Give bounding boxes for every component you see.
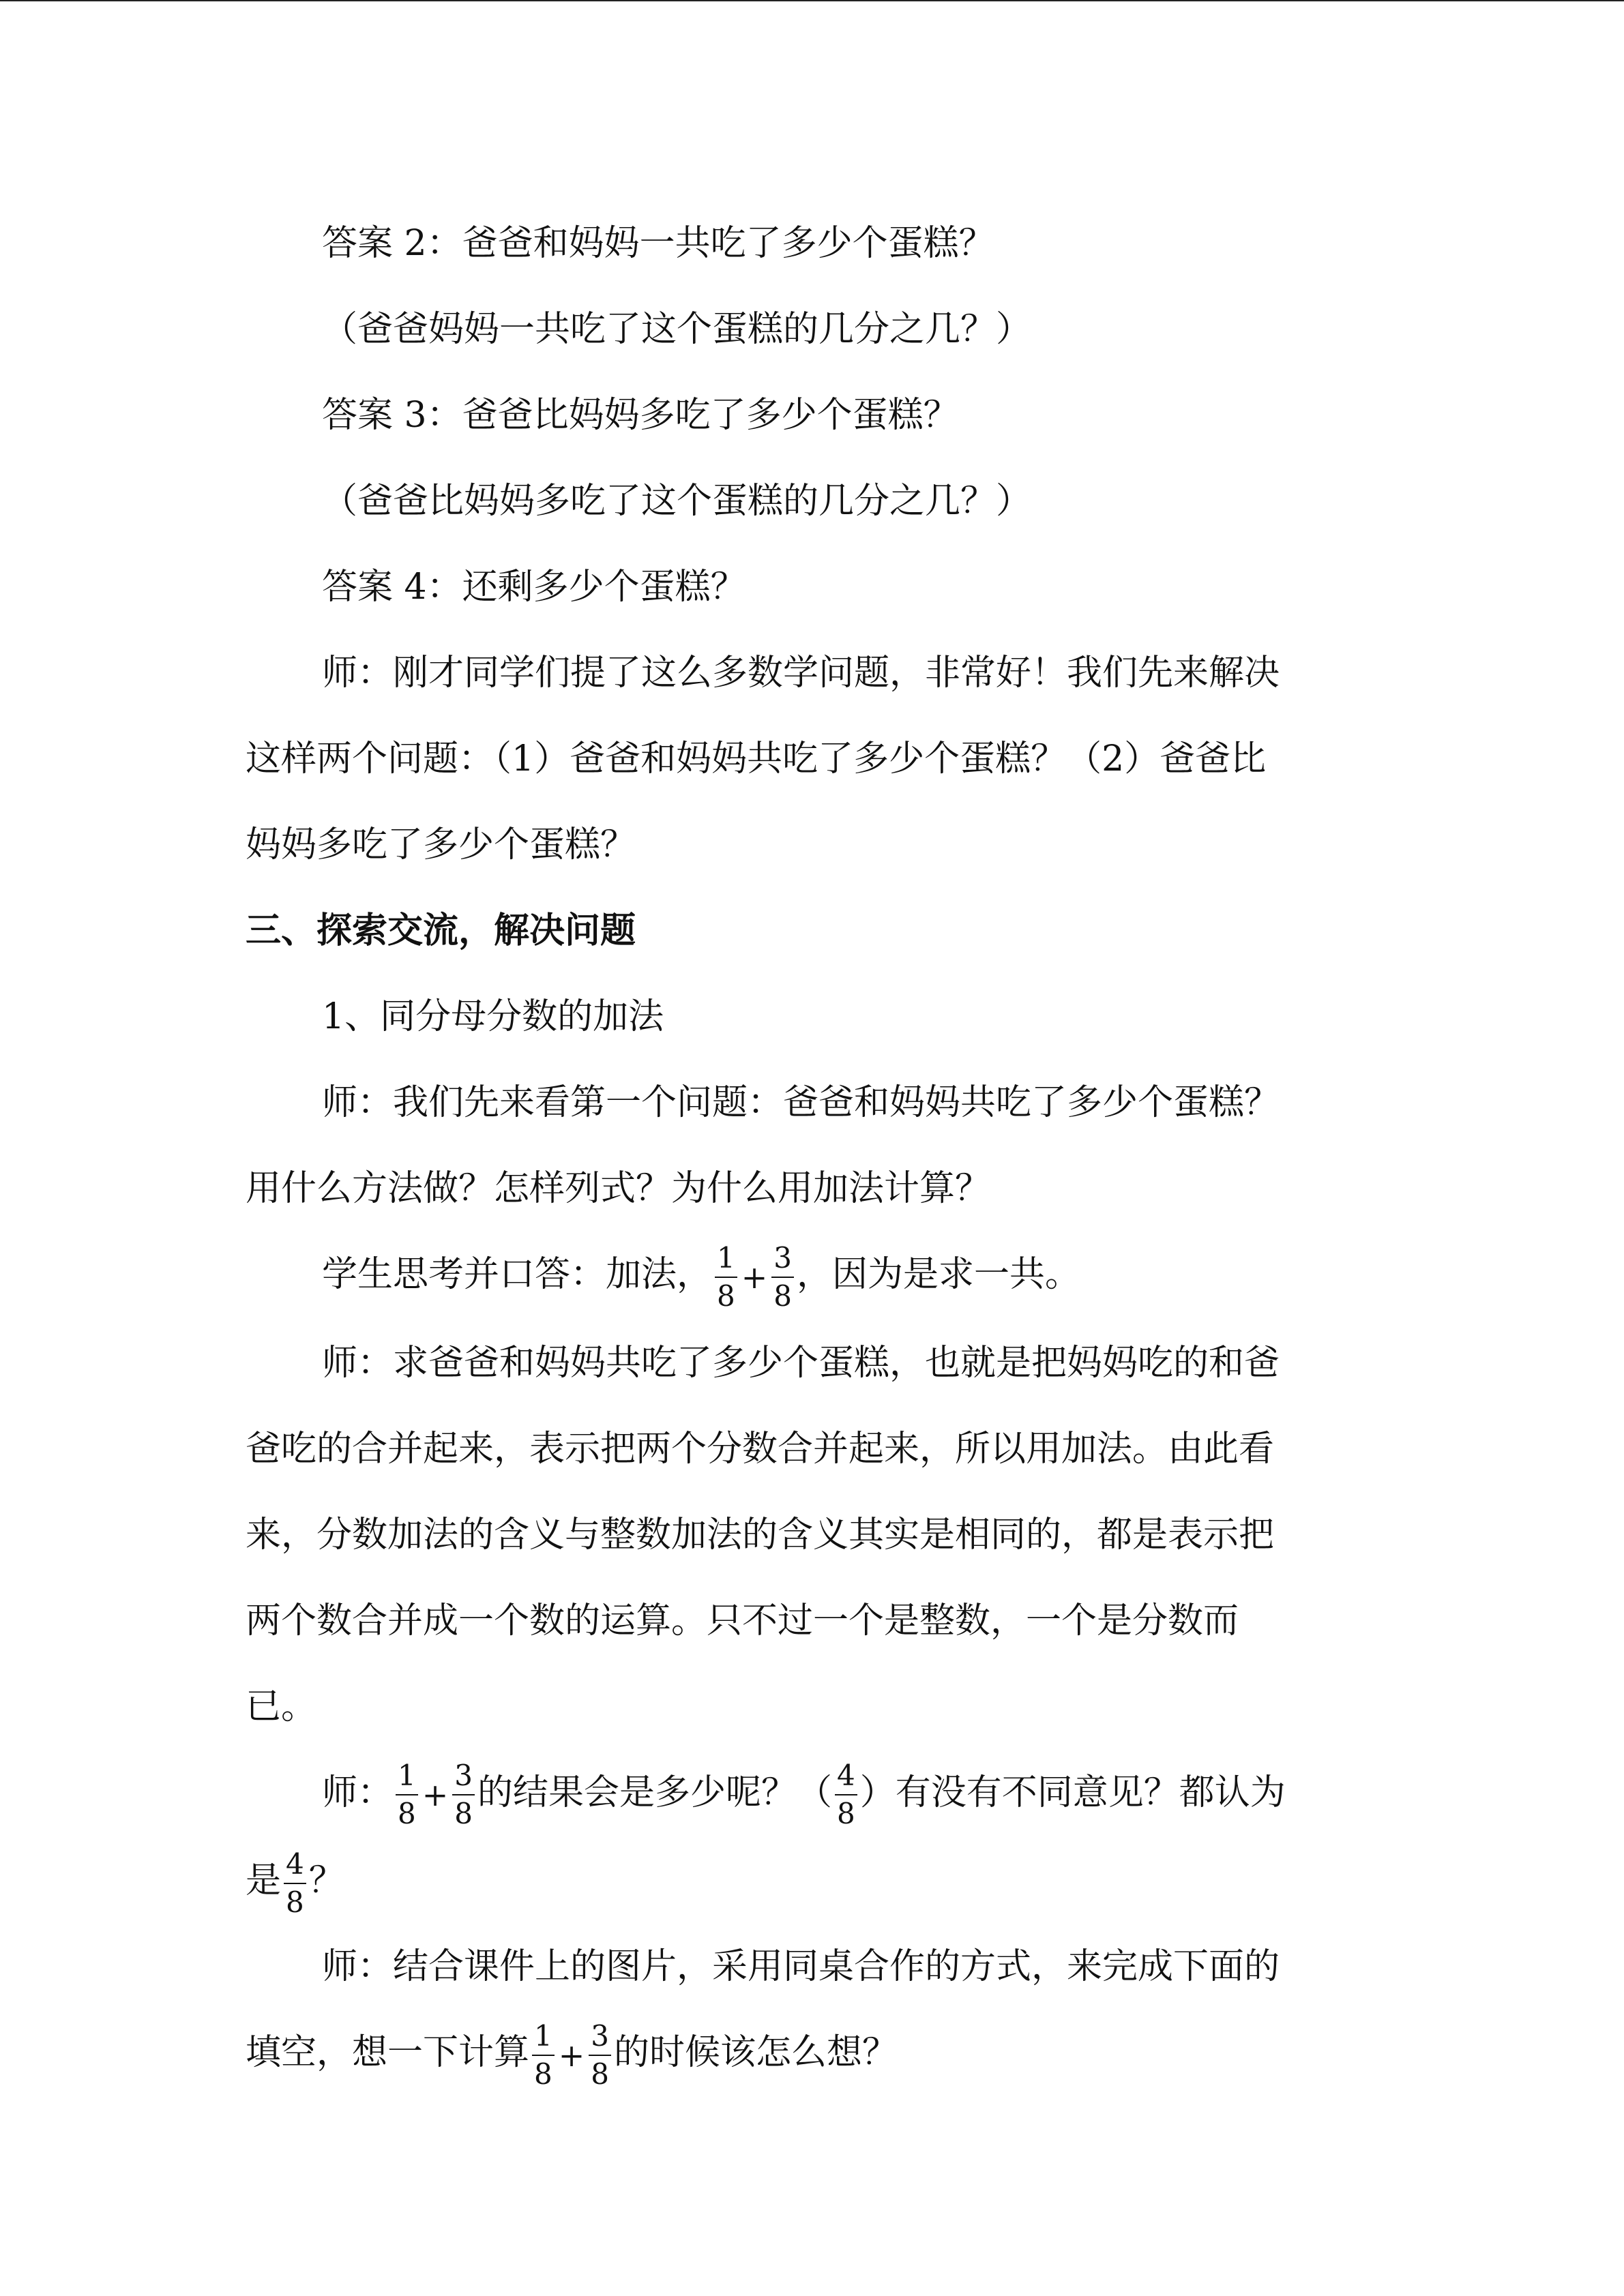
text-line: 1、同分母分数的加法 xyxy=(322,996,664,1037)
fraction xyxy=(396,1761,418,1828)
heading-text: 三、探索交流，解决问题 xyxy=(246,910,636,951)
text-line: （爸爸妈妈一共吃了这个蛋糕的几分之几？） xyxy=(322,309,1032,350)
paragraph-continuation xyxy=(246,1578,1354,1664)
numerator: 4 xyxy=(835,1761,857,1795)
paragraph xyxy=(246,372,1354,458)
fraction xyxy=(771,1240,794,1313)
fraction xyxy=(532,2018,555,2091)
denominator: 8 xyxy=(837,1797,855,1830)
section-heading xyxy=(246,888,1354,974)
text-line: 用什么方法做？怎样列式？为什么用加法计算？ xyxy=(246,1168,991,1209)
fraction xyxy=(589,2018,611,2091)
text-line: 已。 xyxy=(246,1686,317,1727)
fraction xyxy=(452,1761,475,1828)
text-line: 这样两个问题：（1）爸爸和妈妈共吃了多少个蛋糕？（2）爸爸比 xyxy=(246,739,1267,779)
text-line: 是 xyxy=(246,1860,282,1901)
text-line: 来，分数加法的含义与整数加法的含义其实是相同的，都是表示把 xyxy=(246,1514,1275,1555)
text-line: 答案 3：爸爸比妈妈多吃了多少个蛋糕？ xyxy=(322,395,959,436)
text-line: 填空，想一下计算 xyxy=(246,2032,530,2073)
paragraph-continuation xyxy=(246,1406,1354,1492)
paragraph xyxy=(246,1320,1354,1406)
text-line: 爸吃的合并起来，表示把两个分数合并起来，所以用加法。由此看 xyxy=(246,1428,1275,1470)
text-line: 学生思考并口答：加法， xyxy=(322,1254,713,1295)
numerator: 1 xyxy=(532,2022,555,2056)
numerator: 3 xyxy=(589,2022,611,2056)
paragraph xyxy=(246,200,1354,286)
text-line: 的结果会是多少呢？（ xyxy=(477,1772,833,1813)
paragraph-continuation xyxy=(246,802,1354,888)
denominator: 8 xyxy=(591,2057,610,2091)
paragraph xyxy=(246,1924,1354,2010)
paragraph xyxy=(246,1232,1354,1320)
paragraph-continuation xyxy=(246,1664,1354,1750)
denominator: 8 xyxy=(286,1885,304,1919)
text-line: 师：结合课件上的图片，采用同桌合作的方式，来完成下面的 xyxy=(322,1946,1280,1987)
denominator: 8 xyxy=(454,1797,473,1830)
plus-sign: + xyxy=(741,1258,768,1296)
paragraph xyxy=(246,286,1354,372)
body-text xyxy=(246,200,1354,2098)
text-line: 的时候该怎么想？ xyxy=(614,2032,898,2073)
text-line: 答案 4：还剩多少个蛋糕？ xyxy=(322,567,746,608)
text-line: ，因为是求一共。 xyxy=(797,1254,1081,1295)
denominator: 8 xyxy=(773,1279,793,1313)
paragraph-continuation xyxy=(246,2010,1354,2098)
numerator: 1 xyxy=(396,1761,418,1795)
text-line: 师：刚才同学们提了这么多数学问题，非常好！我们先来解决 xyxy=(322,653,1280,694)
paragraph xyxy=(246,630,1354,716)
text-line: （爸爸比妈妈多吃了这个蛋糕的几分之几？） xyxy=(322,481,1032,522)
numerator: 3 xyxy=(771,1244,794,1278)
numerator: 4 xyxy=(284,1850,306,1884)
text-line: 师：求爸爸和妈妈共吃了多少个蛋糕，也就是把妈妈吃的和爸 xyxy=(322,1342,1280,1384)
text-line: ）有没有不同意见？都认为 xyxy=(859,1772,1286,1813)
paragraph xyxy=(246,458,1354,544)
text-line: ？ xyxy=(308,1860,344,1901)
subsection-heading xyxy=(246,974,1354,1060)
text-line: 师： xyxy=(322,1772,394,1813)
plus-sign: + xyxy=(422,1776,449,1813)
paragraph-continuation xyxy=(246,1492,1354,1578)
plus-sign: + xyxy=(558,2036,585,2074)
text-line: 两个数合并成一个数的运算。只不过一个是整数，一个是分数而 xyxy=(246,1600,1239,1641)
numerator: 3 xyxy=(452,1761,475,1795)
fraction xyxy=(835,1761,857,1828)
text-line: 师：我们先来看第一个问题：爸爸和妈妈共吃了多少个蛋糕？ xyxy=(322,1082,1280,1123)
paragraph-continuation xyxy=(246,1838,1354,1924)
denominator: 8 xyxy=(398,1797,416,1830)
text-line: 答案 2：爸爸和妈妈一共吃了多少个蛋糕？ xyxy=(322,223,994,264)
paragraph xyxy=(246,1750,1354,1838)
paragraph-continuation xyxy=(246,1146,1354,1232)
text-line: 妈妈多吃了多少个蛋糕？ xyxy=(246,824,636,865)
paragraph-continuation xyxy=(246,716,1354,802)
fraction xyxy=(715,1240,737,1313)
paragraph xyxy=(246,544,1354,630)
denominator: 8 xyxy=(534,2057,552,2091)
fraction xyxy=(284,1847,306,1919)
numerator: 1 xyxy=(715,1244,737,1278)
paragraph xyxy=(246,1060,1354,1146)
denominator: 8 xyxy=(717,1279,735,1313)
